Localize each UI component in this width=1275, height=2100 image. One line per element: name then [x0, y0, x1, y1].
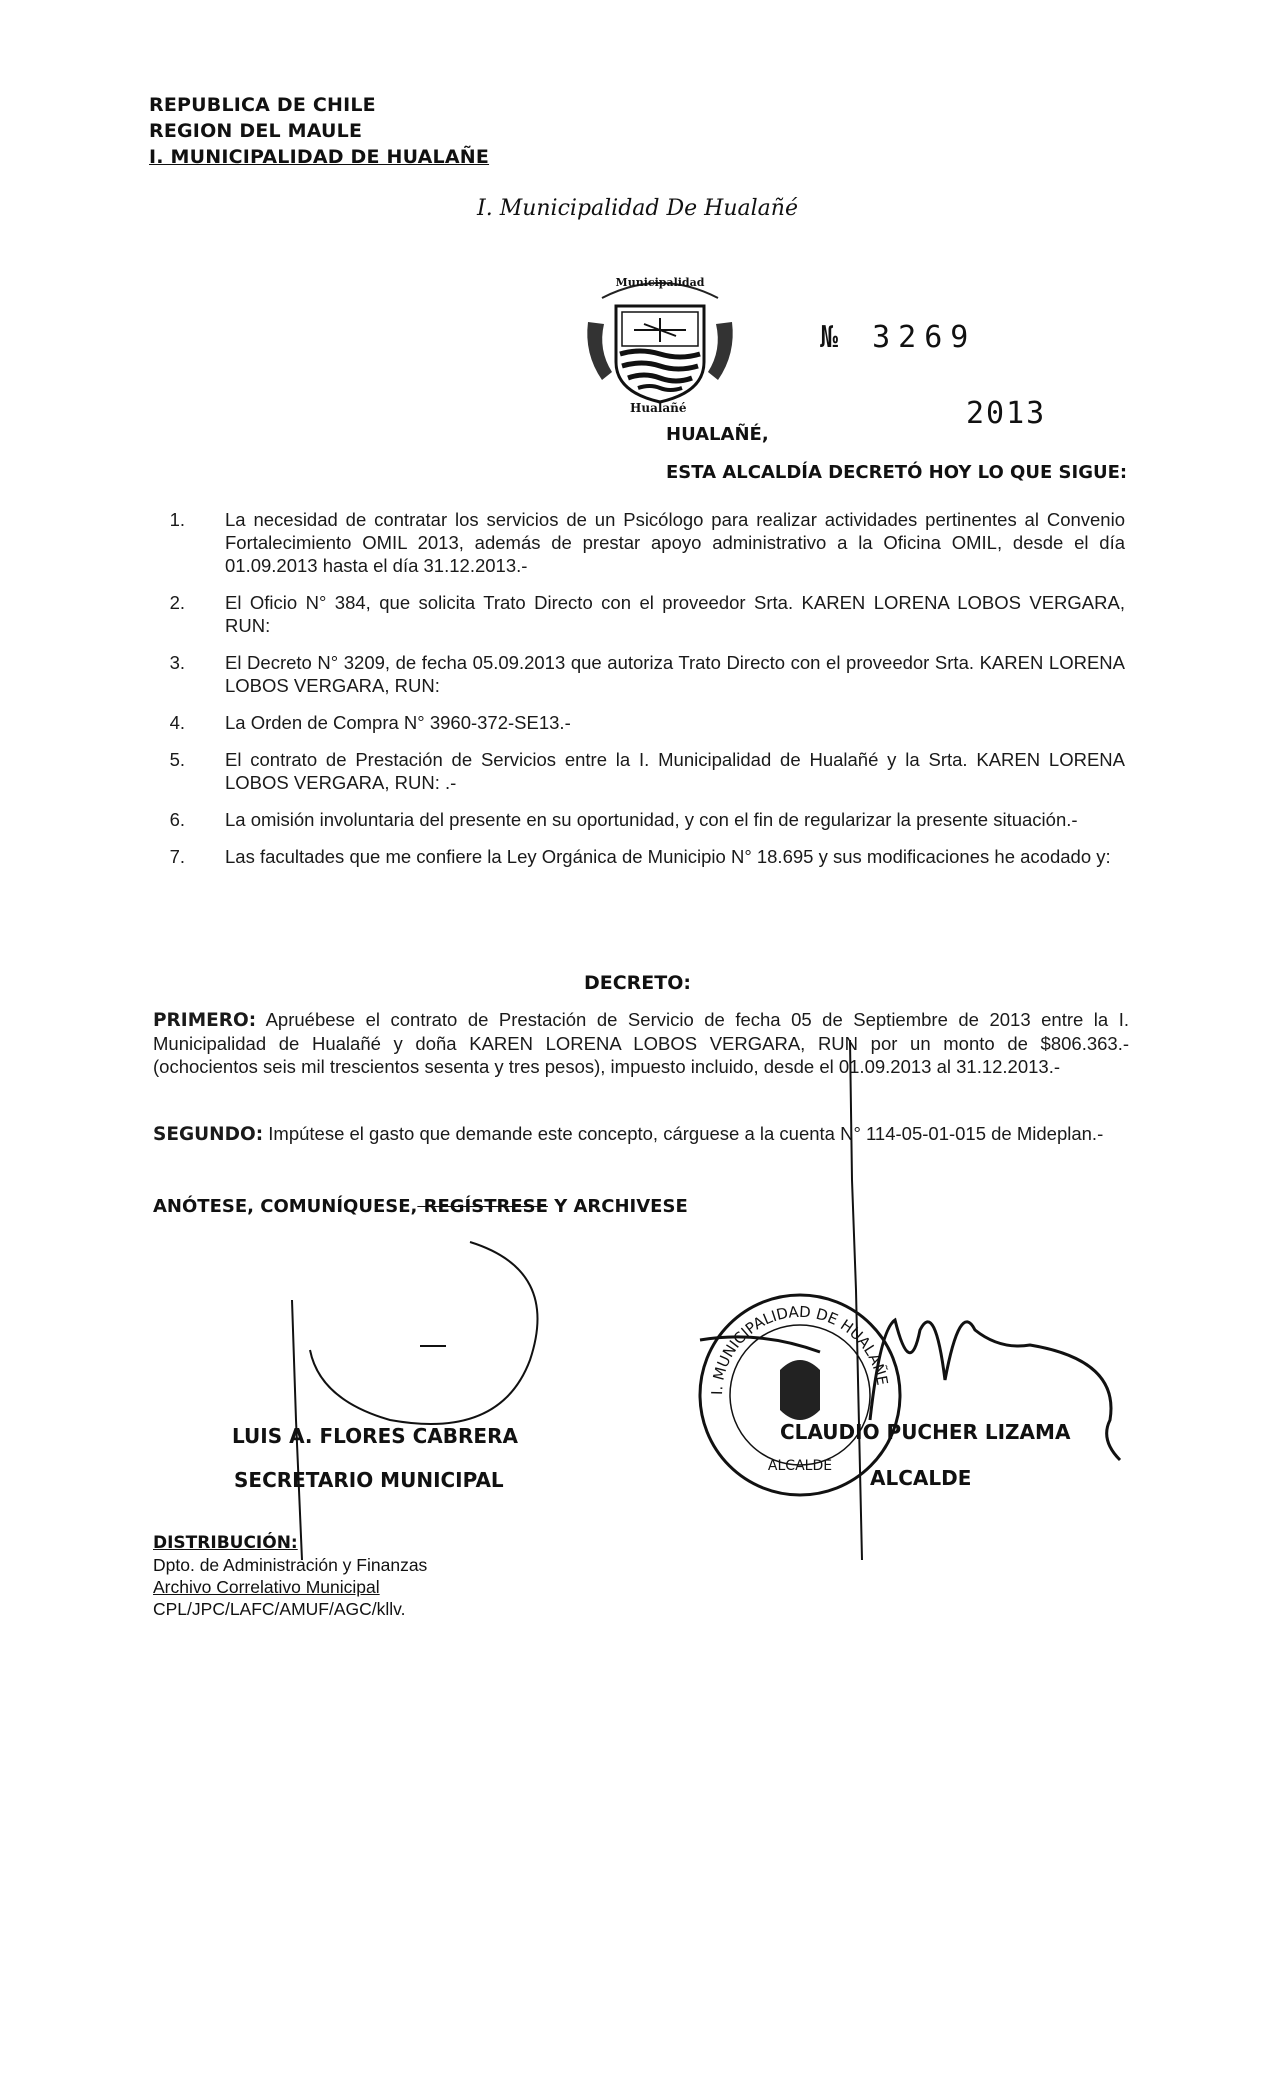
distribution-heading: DISTRIBUCIÓN:: [153, 1533, 298, 1553]
distribution-line: Dpto. de Administración y Finanzas: [153, 1555, 428, 1575]
item-text: El Oficio N° 384, que solicita Trato Directo con el proveedor Srta. KAREN LORENA LOBOS VERGARA, RUN:: [225, 592, 1125, 636]
mayor-seal-text: I. MUNICIPALIDAD DE HUALAÑE: [707, 1302, 892, 1396]
item-number: 1 .: [160, 508, 225, 577]
closing-text-end: Y ARCHIVESE: [547, 1196, 688, 1217]
item-text: La Orden de Compra N° 3960-372-SE13.-: [225, 712, 571, 733]
item-number: 3 .: [160, 651, 225, 697]
resolution-primero: [153, 1008, 1129, 1078]
mayor-title: ALCALDE: [870, 1466, 972, 1490]
item-text: La necesidad de contratar los servicios de un Psicólogo para realizar actividades pertinentes al Convenio Fortalecimiento OMIL 2013, además de prestar apoyo administrativo a la Oficina OMIL, desde el día 01.09.2013 hasta el día 31.12.2013.-: [225, 509, 1125, 576]
pen-stroke: [850, 1040, 862, 1560]
item-number: 4 .: [160, 711, 225, 734]
considerations-list: [160, 508, 1130, 882]
resolution-text: Impútese el gasto que demande este concepto, cárguese a la cuenta N° 114-05-01-015 de Mideplan.-: [263, 1123, 1104, 1144]
header-municipality: I. MUNICIPALIDAD DE HUALAÑE: [149, 146, 490, 168]
secretary-signature: [310, 1242, 538, 1424]
list-item: [160, 748, 1130, 794]
item-text: El contrato de Prestación de Servicios entre la I. Municipalidad de Hualañé y la Srta. KAREN LORENA LOBOS VERGARA, RUN: .-: [225, 749, 1125, 793]
decree-place: HUALAÑÉ,: [666, 424, 769, 445]
item-text: Las facultades que me confiere la Ley Orgánica de Municipio N° 18.695 y sus modificaciones he acodado y:: [225, 846, 1111, 867]
resolution-segundo: [153, 1122, 1129, 1146]
institution-header: [149, 92, 489, 170]
distribution-initials: CPL/JPC/LAFC/AMUF/AGC/kllv.: [153, 1599, 406, 1619]
closing-formula: [153, 1196, 688, 1217]
distribution-line: Archivo Correlativo Municipal: [153, 1577, 380, 1597]
list-item: [160, 808, 1130, 831]
municipal-crest-icon: [582, 262, 738, 414]
decree-number: № 3269: [820, 320, 977, 355]
mayor-seal-icon: [700, 1295, 900, 1495]
list-item: [160, 845, 1130, 868]
decree-year: 2013: [966, 396, 1047, 431]
decree-intro: ESTA ALCALDÍA DECRETÓ HOY LO QUE SIGUE:: [666, 462, 1128, 483]
resolution-label: SEGUNDO:: [153, 1124, 264, 1145]
list-item: [160, 508, 1130, 577]
mayor-seal-bottom: ALCALDE: [767, 1458, 833, 1474]
decree-heading: DECRETO:: [583, 972, 691, 994]
item-number: 2 .: [160, 591, 225, 637]
crest-top-label: Municipalidad: [615, 276, 705, 289]
item-text: El Decreto N° 3209, de fecha 05.09.2013 que autoriza Trato Directo con el proveedor Srta. KAREN LORENA LOBOS VERGARA, RUN:: [225, 652, 1125, 696]
resolution-text: Apruébese el contrato de Prestación de Servicio de fecha 05 de Septiembre de 2013 entre la I. Municipalidad de Hualañé y doña KAREN LORENA LOBOS VERGARA, RUN por un monto de $806.363.- (ochocientos seis mil trescientos sesenta y tres pesos), impuesto incluido, desde el 01.09.2013 al 31.12.2013.-: [153, 1009, 1129, 1077]
crest-bottom-label: Hualañé: [630, 401, 687, 414]
header-country: REPUBLICA DE CHILE: [149, 94, 376, 116]
item-text: La omisión involuntaria del presente en su oportunidad, y con el fin de regularizar la presente situación.-: [225, 809, 1078, 830]
resolution-label: PRIMERO:: [153, 1010, 257, 1031]
mayor-name: CLAUDIO PUCHER LIZAMA: [780, 1420, 1071, 1444]
item-number: 7 .: [160, 845, 225, 868]
item-number: 5 .: [160, 748, 225, 794]
list-item: [160, 651, 1130, 697]
secretary-name: LUIS A. FLORES CABRERA: [232, 1424, 518, 1448]
list-item: [160, 711, 1130, 734]
closing-struck-text: REGÍSTRESE: [417, 1196, 548, 1217]
list-item: [160, 591, 1130, 637]
letterhead-title: I. Municipalidad De Hualañé: [477, 196, 798, 221]
distribution-block: [153, 1532, 427, 1620]
item-number: 6 .: [160, 808, 225, 831]
secretary-title: SECRETARIO MUNICIPAL: [234, 1468, 504, 1492]
closing-text: ANÓTESE, COMUNÍQUESE,: [153, 1196, 418, 1217]
header-region: REGION DEL MAULE: [149, 120, 363, 142]
